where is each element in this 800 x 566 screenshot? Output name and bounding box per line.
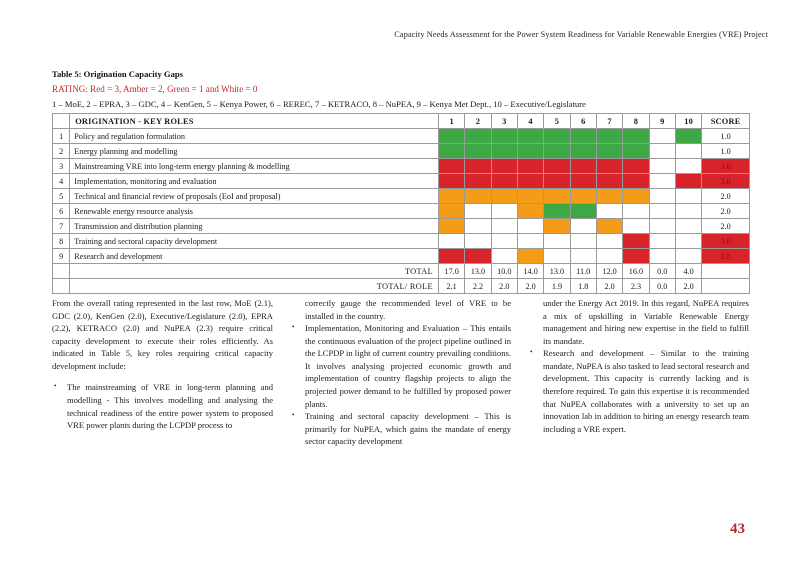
table-body	[53, 129, 750, 294]
total-value-7: 2.0	[596, 279, 622, 294]
rating-cell-5-green	[544, 129, 570, 144]
list-item-text: Implementation, Monitoring and Evaluation – This entails the continuous evaluation of the project pipeline outlined in the LCPDP in light of current country prevailing conditions. It involves analysing projected economic growth and implementation of country flagship projects to align the projected power demand to be fulfilled by proposed power plants.	[305, 323, 511, 409]
rating-cell-1-amber	[438, 204, 464, 219]
rating-cell-8-green	[623, 129, 649, 144]
rating-cell-5-red	[544, 174, 570, 189]
rating-cell-10-red	[675, 174, 701, 189]
rating-cell-4-green	[517, 129, 543, 144]
bullet-icon: •	[54, 381, 57, 390]
header-institution-7: 7	[596, 114, 622, 129]
total-value-8: 16.0	[623, 264, 649, 279]
rating-cell-9-white	[649, 249, 675, 264]
table-caption-block	[52, 68, 752, 111]
total-score-cell	[702, 279, 750, 294]
rating-cell-10-white	[675, 234, 701, 249]
row-index: 4	[53, 174, 70, 189]
rating-cell-6-white	[570, 219, 596, 234]
row-index: 8	[53, 234, 70, 249]
rating-cell-8-green	[623, 144, 649, 159]
rating-cell-9-white	[649, 234, 675, 249]
row-index: 7	[53, 219, 70, 234]
total-score-cell	[702, 264, 750, 279]
rating-cell-2-red	[465, 249, 491, 264]
rating-cell-7-amber	[596, 219, 622, 234]
column1-bullet-list	[52, 381, 273, 431]
rating-cell-9-white	[649, 159, 675, 174]
row-index: 2	[53, 144, 70, 159]
table-row	[53, 174, 750, 189]
bullet-icon: •	[292, 322, 295, 331]
rating-cell-1-red	[438, 249, 464, 264]
rating-cell-6-white	[570, 234, 596, 249]
rating-cell-4-green	[517, 144, 543, 159]
rating-cell-2-white	[465, 234, 491, 249]
header-institution-5: 5	[544, 114, 570, 129]
rating-cell-8-red	[623, 159, 649, 174]
table-row	[53, 144, 750, 159]
rating-cell-10-white	[675, 144, 701, 159]
rating-cell-1-red	[438, 174, 464, 189]
rating-cell-2-red	[465, 174, 491, 189]
rating-legend: RATING: Red = 3, Amber = 2, Green = 1 and White = 0	[52, 83, 258, 94]
bullet-icon: •	[530, 347, 533, 356]
rating-cell-6-green	[570, 129, 596, 144]
list-item	[528, 347, 749, 435]
rating-cell-5-white	[544, 249, 570, 264]
body-column-1	[52, 297, 273, 448]
total-value-1: 17.0	[438, 264, 464, 279]
total-value-6: 1.8	[570, 279, 596, 294]
body-text-columns	[52, 297, 750, 448]
rating-cell-5-amber	[544, 189, 570, 204]
rating-cell-4-amber	[517, 249, 543, 264]
row-score: 2.8	[702, 249, 750, 264]
row-role-label: Energy planning and modelling	[70, 144, 439, 159]
row-score: 3.0	[702, 234, 750, 249]
rating-cell-2-amber	[465, 189, 491, 204]
rating-cell-10-white	[675, 249, 701, 264]
header-institution-3: 3	[491, 114, 517, 129]
continuation-text: under the Energy Act 2019. In this regard, NuPEA requires a mix of upskilling in Variable Renewable Energy management and hiring new expertise in the field to fulfill its mandate.	[543, 298, 749, 346]
total-value-10: 2.0	[675, 279, 701, 294]
rating-cell-2-green	[465, 144, 491, 159]
table-row	[53, 234, 750, 249]
row-index: 9	[53, 249, 70, 264]
rating-cell-9-white	[649, 189, 675, 204]
page-number: 43	[730, 521, 745, 537]
rating-cell-1-green	[438, 129, 464, 144]
header-institution-6: 6	[570, 114, 596, 129]
table-row	[53, 189, 750, 204]
rating-cell-3-green	[491, 144, 517, 159]
rating-cell-5-amber	[544, 219, 570, 234]
total-value-2: 13.0	[465, 264, 491, 279]
continuation-text: correctly gauge the recommended level of VRE to be installed in the country.	[305, 298, 511, 321]
table-head-row	[53, 114, 750, 129]
rating-cell-5-green	[544, 204, 570, 219]
header-institution-9: 9	[649, 114, 675, 129]
rating-cell-3-red	[491, 174, 517, 189]
header-institution-10: 10	[675, 114, 701, 129]
rating-cell-7-white	[596, 204, 622, 219]
rating-cell-10-white	[675, 159, 701, 174]
row-score: 1.0	[702, 144, 750, 159]
list-item-continuation	[528, 297, 749, 347]
total-value-9: 0.0	[649, 264, 675, 279]
table-row	[53, 159, 750, 174]
list-item	[52, 381, 273, 431]
list-item	[290, 410, 511, 448]
header-institution-4: 4	[517, 114, 543, 129]
rating-cell-6-amber	[570, 189, 596, 204]
rating-cell-4-white	[517, 219, 543, 234]
rating-cell-8-red	[623, 174, 649, 189]
rating-cell-10-white	[675, 189, 701, 204]
rating-cell-8-white	[623, 204, 649, 219]
total-row	[53, 264, 750, 279]
column3-bullet-list	[528, 297, 749, 435]
total-value-2: 2.2	[465, 279, 491, 294]
rating-cell-1-green	[438, 144, 464, 159]
row-score: 2.0	[702, 204, 750, 219]
rating-cell-5-white	[544, 234, 570, 249]
bullet-icon: •	[292, 410, 295, 419]
rating-cell-5-green	[544, 144, 570, 159]
rating-cell-3-red	[491, 159, 517, 174]
rating-cell-2-green	[465, 129, 491, 144]
rating-cell-6-green	[570, 144, 596, 159]
rating-cell-8-red	[623, 249, 649, 264]
list-item-text: Training and sectoral capacity development – This is primarily for NuPEA, which gains the mandate of energy sector capacity development	[305, 411, 511, 447]
table-row	[53, 219, 750, 234]
rating-cell-3-green	[491, 129, 517, 144]
total-value-4: 14.0	[517, 264, 543, 279]
row-role-label: Mainstreaming VRE into long-term energy planning & modelling	[70, 159, 439, 174]
rating-cell-10-green	[675, 129, 701, 144]
rating-cell-6-white	[570, 249, 596, 264]
rating-cell-7-red	[596, 159, 622, 174]
total-value-5: 13.0	[544, 264, 570, 279]
list-item-text: The mainstreaming of VRE in long-term planning and modelling - This involves modelling and analysing the technical readiness of the entire power system to proposed VRE power plants during the LCPDP process to	[67, 382, 273, 431]
origination-capacity-gaps-table	[52, 113, 750, 294]
rating-cell-3-white	[491, 219, 517, 234]
rating-cell-9-white	[649, 144, 675, 159]
table-caption: Table 5: Origination Capacity Gaps	[52, 69, 183, 79]
rating-cell-7-green	[596, 144, 622, 159]
row-index: 1	[53, 129, 70, 144]
rating-cell-8-red	[623, 234, 649, 249]
table-row	[53, 129, 750, 144]
rating-cell-9-white	[649, 174, 675, 189]
rating-cell-2-white	[465, 219, 491, 234]
rating-cell-7-white	[596, 234, 622, 249]
total-value-6: 11.0	[570, 264, 596, 279]
row-score: 2.0	[702, 189, 750, 204]
row-role-label: Technical and financial review of proposals (EoI and proposal)	[70, 189, 439, 204]
rating-cell-8-white	[623, 219, 649, 234]
total-value-10: 4.0	[675, 264, 701, 279]
rating-cell-4-red	[517, 159, 543, 174]
rating-cell-9-white	[649, 219, 675, 234]
list-item	[290, 322, 511, 410]
rating-cell-1-white	[438, 234, 464, 249]
total-value-7: 12.0	[596, 264, 622, 279]
table-header-row	[53, 114, 750, 129]
table-row	[53, 204, 750, 219]
rating-cell-2-white	[465, 204, 491, 219]
header-institution-2: 2	[465, 114, 491, 129]
row-role-label: Transmission and distribution planning	[70, 219, 439, 234]
rating-cell-5-red	[544, 159, 570, 174]
total-value-8: 2.3	[623, 279, 649, 294]
total-label: TOTAL	[70, 264, 439, 279]
row-score: 1.0	[702, 129, 750, 144]
header-institution-1: 1	[438, 114, 464, 129]
header-index-cell	[53, 114, 70, 129]
row-score: 2.0	[702, 219, 750, 234]
rating-cell-10-white	[675, 204, 701, 219]
rating-cell-4-amber	[517, 204, 543, 219]
intro-paragraph: From the overall rating represented in the last row, MoE (2.1), GDC (2.0), KenGen (2.0), Executive/Legislature (2.0), EPRA (2.2), KETRACO (2.0) and NuPEA (2.3) require critical capacity development to execute their roles efficiently. As indicated in Table 5, key roles requiring critical capacity development include:	[52, 298, 273, 371]
row-index: 6	[53, 204, 70, 219]
list-item-text: Research and development – Similar to the training mandate, NuPEA is also tasked to lead sectoral research and development. This capacity is currently lacking and is therefore required. To gain this expertise it is recommended that NuPEA collaborates with a university to set up an innovation lab in addition to hiring an energy research team including a VRE expert.	[543, 348, 750, 434]
rating-cell-3-white	[491, 204, 517, 219]
row-score: 3.0	[702, 174, 750, 189]
row-index: 5	[53, 189, 70, 204]
rating-cell-1-amber	[438, 219, 464, 234]
rating-cell-3-amber	[491, 189, 517, 204]
table-row	[53, 249, 750, 264]
column2-bullet-list	[290, 297, 511, 448]
total-index-spacer	[53, 264, 70, 279]
row-role-label: Renewable energy resource analysis	[70, 204, 439, 219]
rating-cell-10-white	[675, 219, 701, 234]
total-value-1: 2.1	[438, 279, 464, 294]
rating-cell-1-red	[438, 159, 464, 174]
row-role-label: Training and sectoral capacity development	[70, 234, 439, 249]
header-score-cell: SCORE	[702, 114, 750, 129]
total-value-3: 2.0	[491, 279, 517, 294]
row-role-label: Research and development	[70, 249, 439, 264]
rating-cell-7-green	[596, 129, 622, 144]
header-institution-8: 8	[623, 114, 649, 129]
running-header: Capacity Needs Assessment for the Power System Readiness for Variable Renewable Energies (VRE) Project	[394, 30, 768, 39]
rating-cell-6-red	[570, 159, 596, 174]
total-value-9: 0.0	[649, 279, 675, 294]
total-index-spacer	[53, 279, 70, 294]
row-role-label: Implementation, monitoring and evaluation	[70, 174, 439, 189]
rating-cell-2-red	[465, 159, 491, 174]
header-role-cell: ORIGINATION - KEY ROLES	[70, 114, 439, 129]
row-score: 3.0	[702, 159, 750, 174]
rating-cell-4-red	[517, 174, 543, 189]
rating-cell-7-amber	[596, 189, 622, 204]
list-item-continuation	[290, 297, 511, 322]
rating-cell-7-red	[596, 174, 622, 189]
rating-cell-8-amber	[623, 189, 649, 204]
body-column-2	[290, 297, 511, 448]
total-label: TOTAL/ ROLE	[70, 279, 439, 294]
rating-cell-6-red	[570, 174, 596, 189]
row-role-label: Policy and regulation formulation	[70, 129, 439, 144]
body-column-3	[528, 297, 749, 448]
rating-cell-9-white	[649, 129, 675, 144]
total-value-5: 1.9	[544, 279, 570, 294]
rating-cell-4-white	[517, 234, 543, 249]
rating-cell-3-white	[491, 249, 517, 264]
total-value-3: 10.0	[491, 264, 517, 279]
institution-legend: 1 – MoE, 2 – EPRA, 3 – GDC, 4 – KenGen, 5 – Kenya Power, 6 – REREC, 7 – KETRACO, 8 – NuPEA, 9 – Kenya Met Dept., 10 – Executive/Legislature	[52, 98, 586, 109]
total-per-role-row	[53, 279, 750, 294]
rating-cell-7-white	[596, 249, 622, 264]
rating-cell-9-white	[649, 204, 675, 219]
rating-cell-3-white	[491, 234, 517, 249]
rating-cell-1-amber	[438, 189, 464, 204]
total-value-4: 2.0	[517, 279, 543, 294]
row-index: 3	[53, 159, 70, 174]
rating-cell-6-green	[570, 204, 596, 219]
rating-cell-4-amber	[517, 189, 543, 204]
